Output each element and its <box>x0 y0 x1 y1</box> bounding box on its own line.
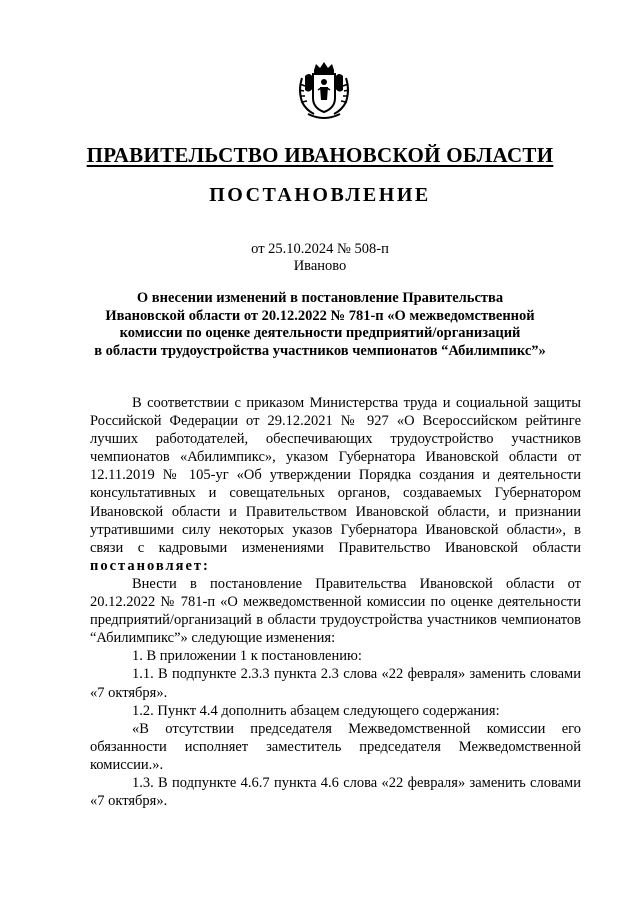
city: Иваново <box>293 258 347 274</box>
document-body <box>90 394 581 810</box>
subject-line: комиссии по оценке деятельности предприятий/организаций <box>119 325 521 341</box>
amend-intro-paragraph: Внести в постановление Правительства Ивановской области от 20.12.2022 № 781-п «О межведомственной комиссии по оценке деятельности предприятий/организаций в области трудоустройства участников чемпионатов “Абилимпикс”» следующие изменения: <box>90 575 581 647</box>
resolves-word: постановляет: <box>90 557 210 574</box>
item-1-3: 1.3. В подпункте 4.6.7 пункта 4.6 слова «22 февраля» заменить словами «7 октября». <box>90 774 581 810</box>
preamble-paragraph <box>90 394 581 575</box>
item-1: 1. В приложении 1 к постановлению: <box>132 648 362 665</box>
document-subject <box>90 290 550 360</box>
coat-of-arms-icon <box>296 60 352 122</box>
document-type: ПОСТАНОВЛЕНИЕ <box>209 184 431 206</box>
subject-line: в области трудоустройства участников чемпионатов “Абилимпикс”» <box>94 342 546 359</box>
government-title: ПРАВИТЕЛЬСТВО ИВАНОВСКОЙ ОБЛАСТИ <box>86 143 554 167</box>
item-1-2: 1.2. Пункт 4.4 дополнить абзацем следующего содержания: <box>132 702 500 719</box>
preamble-text: В соответствии с приказом Министерства труда и социальной защиты Российской Федерации от 29.12.2021 № 927 «О Всероссийском рейтинге лучших работодателей, обеспечивающих трудоустройство участников чемпионатов «Абилимпикс», указом Губернатора Ивановской области от 12.11.2019 № 105-уг «Об утверждении Порядка создания и деятельности консультативных и совещательных органов, создаваемых Губернатором Ивановской области и Правительством Ивановской области, и признании утратившими силу некоторых указов Губернатора Ивановской области», в связи с кадровыми изменениями Правительство Ивановской области <box>90 395 581 556</box>
subject-line: Ивановской области от 20.12.2022 № 781-п «О межведомственной <box>105 307 535 324</box>
date-number: от 25.10.2024 № 508-п <box>251 241 389 257</box>
quote-paragraph: «В отсутствии председателя Межведомственной комиссии его обязанности исполняет заместитель председателя Межведомственной комиссии.». <box>90 720 581 773</box>
item-1-1: 1.1. В подпункте 2.3.3 пункта 2.3 слова «22 февраля» заменить словами «7 октября». <box>90 666 581 701</box>
subject-line: О внесении изменений в постановление Правительства <box>136 290 504 306</box>
